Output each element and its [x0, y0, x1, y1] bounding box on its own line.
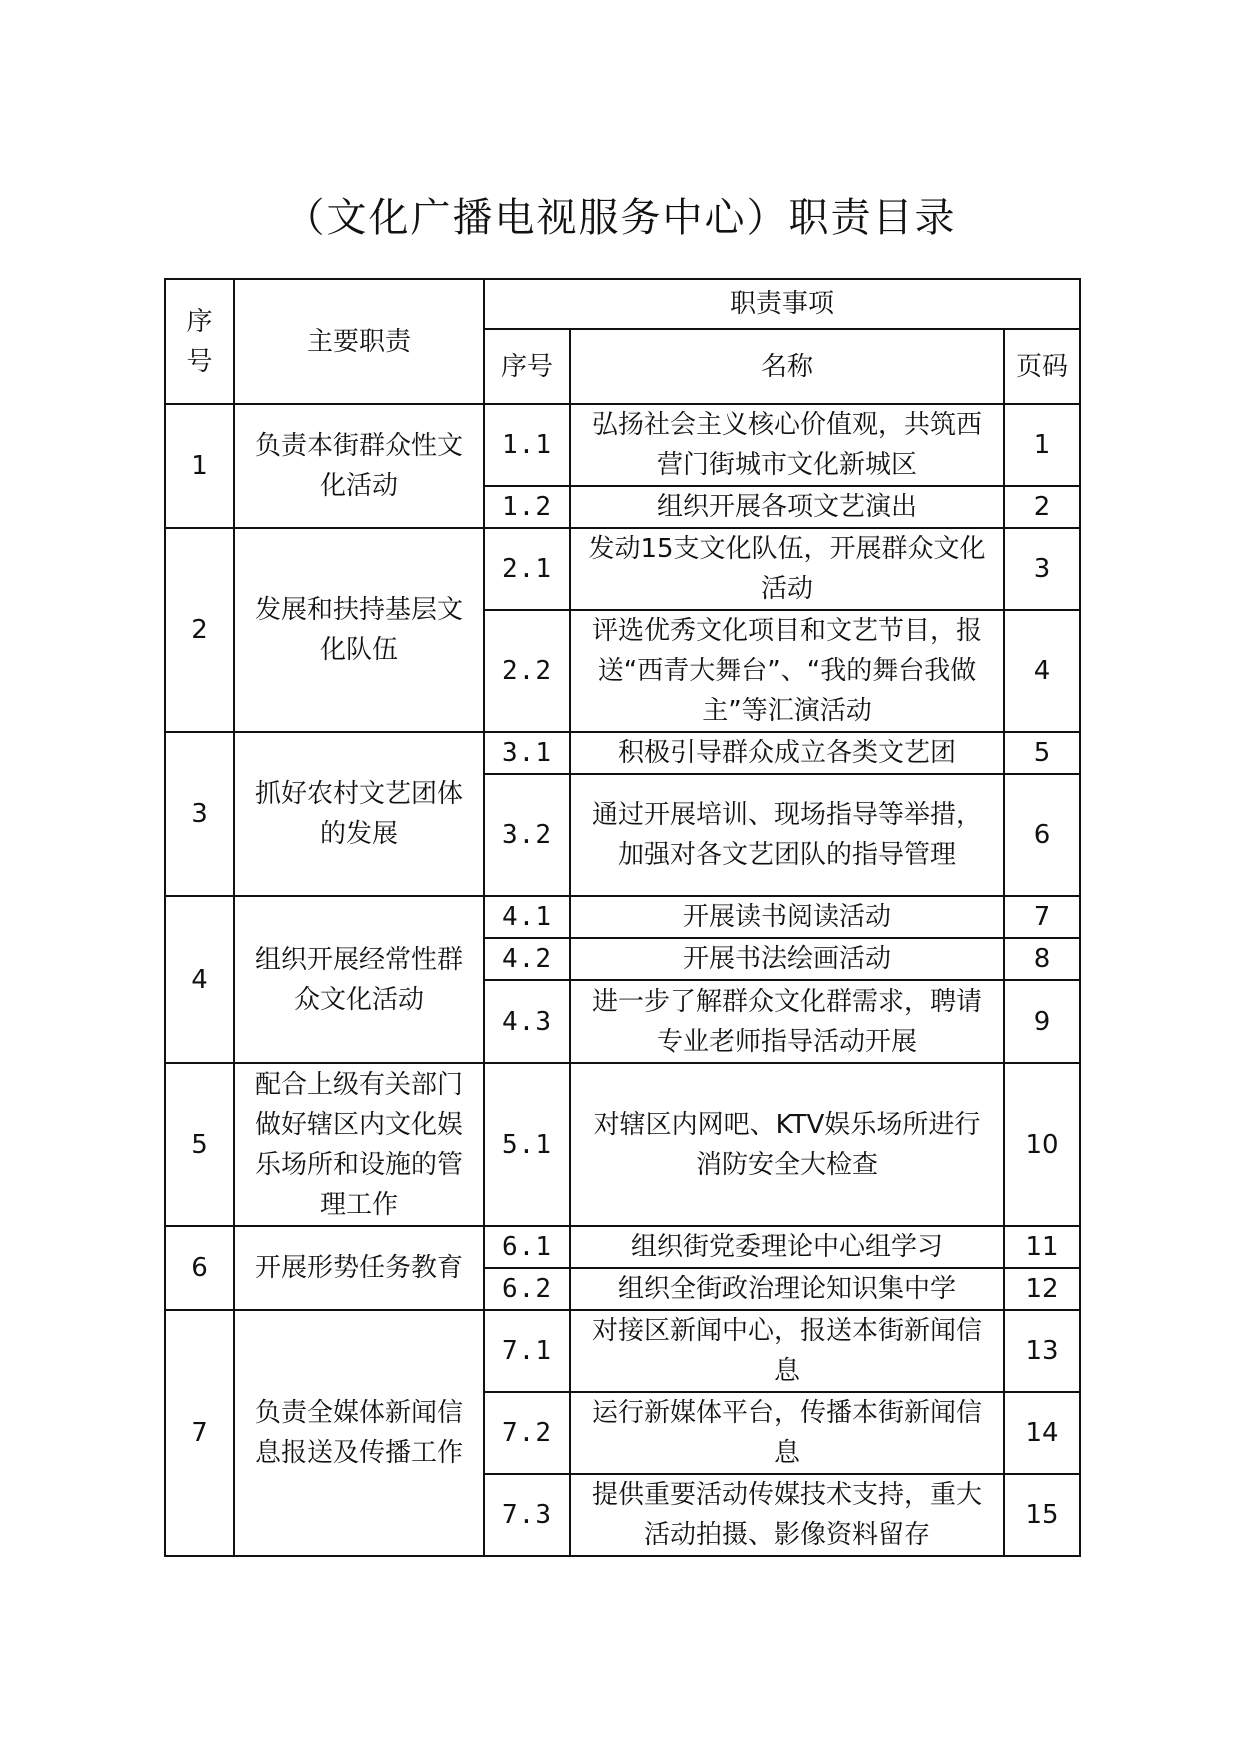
item-name-cell: 组织开展各项文艺演出	[570, 486, 1004, 528]
item-page-cell: 9	[1004, 980, 1080, 1063]
item-name-cell: 组织街党委理论中心组学习	[570, 1226, 1004, 1268]
header-index-cell: 序 号	[165, 279, 234, 404]
group-index-cell: 4	[165, 896, 234, 1063]
header-row-top	[165, 279, 1080, 329]
table-row	[165, 528, 1080, 610]
item-name-cell: 运行新媒体平台，传播本街新闻信息	[570, 1392, 1004, 1474]
item-code-cell: 2.2	[484, 610, 570, 732]
item-page-cell: 6	[1004, 774, 1080, 896]
main-duty-cell: 开展形势任务教育	[234, 1226, 484, 1310]
header-main-duty-cell: 主要职责	[234, 279, 484, 404]
item-page-cell: 15	[1004, 1474, 1080, 1556]
item-code-cell: 1.1	[484, 404, 570, 486]
item-name-cell: 组织全街政治理论知识集中学	[570, 1268, 1004, 1310]
item-code-cell: 1.2	[484, 486, 570, 528]
item-page-cell: 7	[1004, 896, 1080, 938]
item-page-cell: 12	[1004, 1268, 1080, 1310]
main-duty-cell: 组织开展经常性群众文化活动	[234, 896, 484, 1063]
header-page-cell: 页码	[1004, 329, 1080, 404]
item-page-cell: 14	[1004, 1392, 1080, 1474]
main-duty-cell: 发展和扶持基层文化队伍	[234, 528, 484, 732]
item-page-cell: 8	[1004, 938, 1080, 980]
item-name-cell: 开展读书阅读活动	[570, 896, 1004, 938]
item-name-cell: 发动15支文化队伍，开展群众文化活动	[570, 528, 1004, 610]
table-row	[165, 1063, 1080, 1226]
item-code-cell: 7.2	[484, 1392, 570, 1474]
item-page-cell: 3	[1004, 528, 1080, 610]
item-name-cell: 评选优秀文化项目和文艺节目，报送“西青大舞台”、“我的舞台我做主”等汇演活动	[570, 610, 1004, 732]
item-code-cell: 7.1	[484, 1310, 570, 1392]
group-index-cell: 6	[165, 1226, 234, 1310]
item-name-cell: 弘扬社会主义核心价值观，共筑西营门街城市文化新城区	[570, 404, 1004, 486]
item-code-cell: 5.1	[484, 1063, 570, 1226]
main-duty-cell: 配合上级有关部门做好辖区内文化娱乐场所和设施的管理工作	[234, 1063, 484, 1226]
group-index-cell: 5	[165, 1063, 234, 1226]
item-name-cell: 提供重要活动传媒技术支持，重大活动拍摄、影像资料留存	[570, 1474, 1004, 1556]
group-index-cell: 1	[165, 404, 234, 528]
group-index-cell: 3	[165, 732, 234, 896]
table-row	[165, 732, 1080, 774]
item-page-cell: 13	[1004, 1310, 1080, 1392]
item-page-cell: 11	[1004, 1226, 1080, 1268]
item-name-cell: 对接区新闻中心，报送本街新闻信息	[570, 1310, 1004, 1392]
item-name-cell: 进一步了解群众文化群需求，聘请专业老师指导活动开展	[570, 980, 1004, 1063]
item-name-cell: 开展书法绘画活动	[570, 938, 1004, 980]
item-page-cell: 5	[1004, 732, 1080, 774]
item-code-cell: 4.1	[484, 896, 570, 938]
table-row	[165, 1310, 1080, 1392]
item-code-cell: 6.2	[484, 1268, 570, 1310]
item-name-cell: 对辖区内网吧、KTV娱乐场所进行消防安全大检查	[570, 1063, 1004, 1226]
item-page-cell: 4	[1004, 610, 1080, 732]
header-items-group-cell: 职责事项	[484, 279, 1080, 329]
item-code-cell: 7.3	[484, 1474, 570, 1556]
group-index-cell: 2	[165, 528, 234, 732]
document-title: （文化广播电视服务中心）职责目录	[284, 195, 957, 241]
item-code-cell: 3.2	[484, 774, 570, 896]
main-duty-cell: 负责本街群众性文化活动	[234, 404, 484, 528]
item-name-cell: 积极引导群众成立各类文艺团	[570, 732, 1004, 774]
item-page-cell: 10	[1004, 1063, 1080, 1226]
item-page-cell: 1	[1004, 404, 1080, 486]
item-code-cell: 4.2	[484, 938, 570, 980]
header-item-code-cell: 序号	[484, 329, 570, 404]
table-row	[165, 896, 1080, 938]
item-code-cell: 6.1	[484, 1226, 570, 1268]
table-row	[165, 404, 1080, 486]
item-name-cell: 通过开展培训、现场指导等举措，加强对各文艺团队的指导管理	[570, 774, 1004, 896]
item-code-cell: 4.3	[484, 980, 570, 1063]
item-code-cell: 2.1	[484, 528, 570, 610]
header-item-name-cell: 名称	[570, 329, 1004, 404]
main-duty-cell: 负责全媒体新闻信息报送及传播工作	[234, 1310, 484, 1556]
group-index-cell: 7	[165, 1310, 234, 1556]
duty-catalog-table	[164, 278, 1081, 1557]
main-duty-cell: 抓好农村文艺团体的发展	[234, 732, 484, 896]
table-row	[165, 1226, 1080, 1268]
item-code-cell: 3.1	[484, 732, 570, 774]
item-page-cell: 2	[1004, 486, 1080, 528]
